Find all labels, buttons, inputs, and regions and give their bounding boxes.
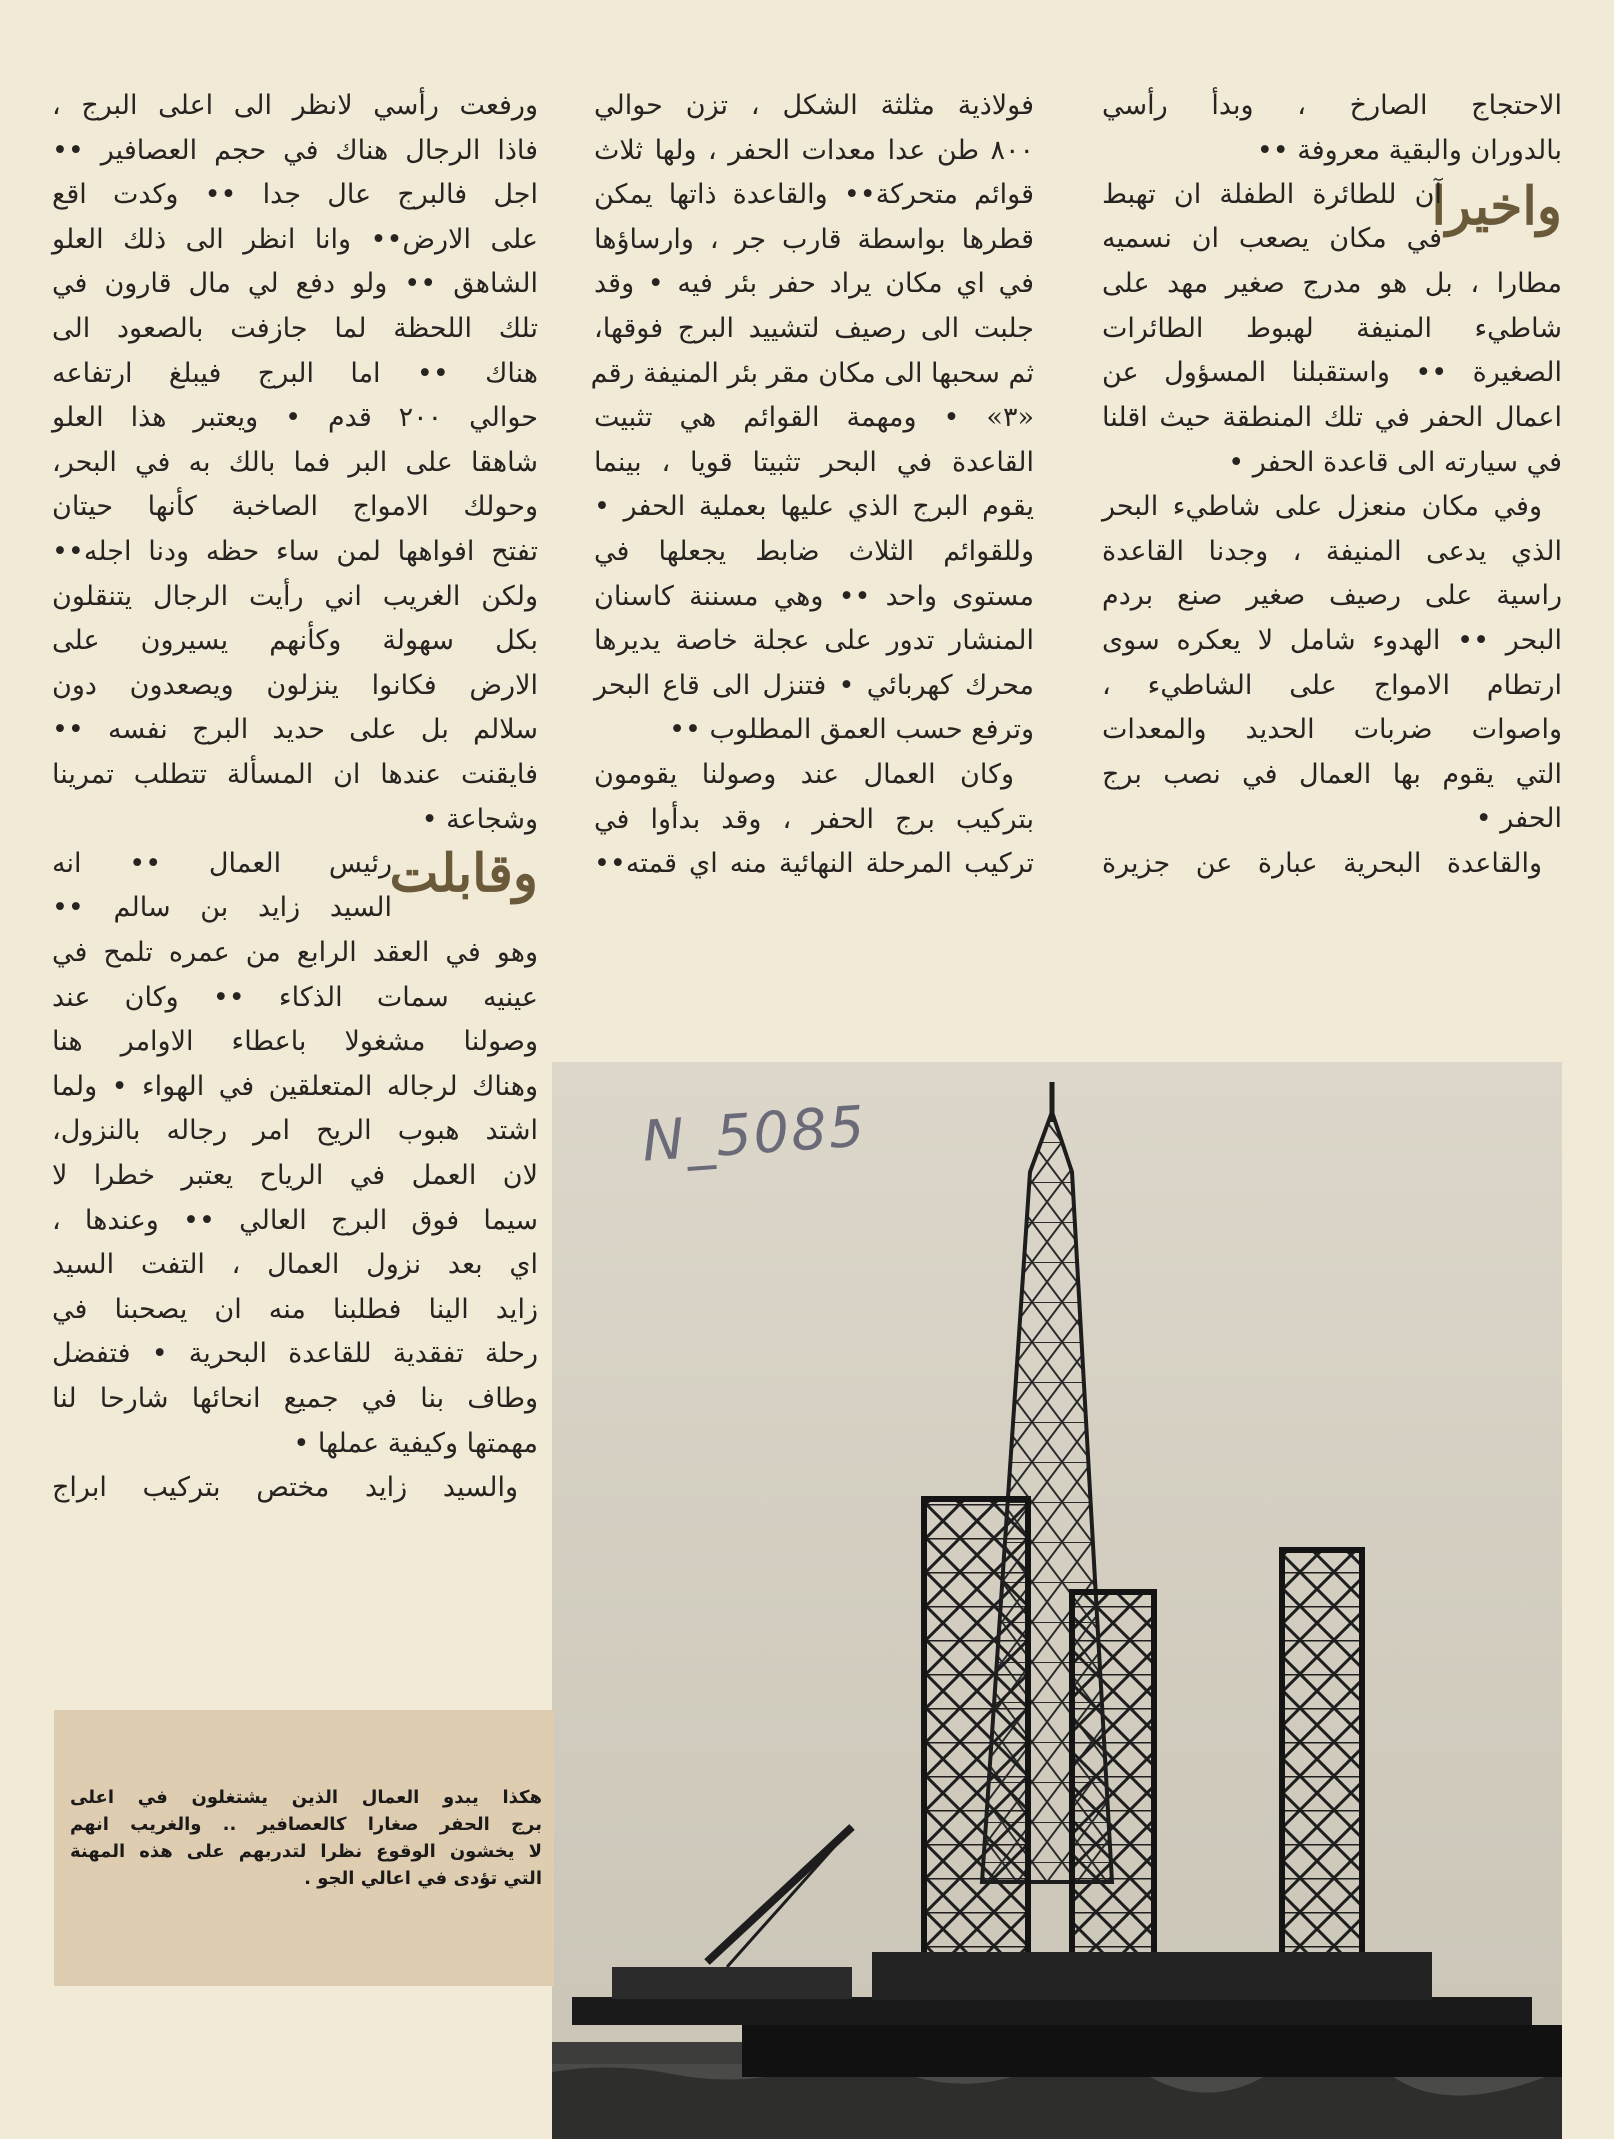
text-line: التي يقوم بها العمال في نصب برج (1102, 758, 1562, 790)
text-line: لان العمل في الرياح يعتبر خطرا لا (52, 1160, 538, 1192)
text-line: القاعدة في البحر تثبيتا قويا ، بينما (594, 446, 1034, 478)
text-line: ٨٠٠ طن عدا معدات الحفر ، ولها ثلاث (594, 134, 1034, 166)
text-line: بالدوران والبقية معروفة •• (1256, 134, 1562, 166)
text-line: المنشار تدور على عجلة خاصة يديرها (594, 625, 1034, 657)
text-line: الاحتجاج الصارخ ، وبدأ رأسي (1102, 90, 1562, 121)
text-line: رحلة تفقدية للقاعدة البحرية • فتفضل (52, 1338, 538, 1370)
text-line: وللقوائم الثلاث ضابط يجعلها في (594, 535, 1034, 567)
text-line: مطارا ، بل هو مدرج صغير مهد على (1102, 268, 1562, 300)
text-line: والسيد زايد مختص بتركيب ابراج (52, 1472, 518, 1504)
text-line: محرك كهربائي • فتنزل الى قاع البحر (594, 669, 1034, 701)
text-line: مهمتها وكيفية عملها • (293, 1427, 538, 1459)
text-line: يقوم البرج الذي عليها بعملية الحفر • (594, 491, 1034, 523)
caption-line: التي تؤدى في اعالي الجو . (304, 1868, 542, 1889)
text-line: الارض فكانوا ينزلون ويصعدون دون (52, 669, 538, 701)
text-line: وهو في العقد الرابع من عمره تلمح في (52, 937, 538, 969)
text-line: في سيارته الى قاعدة الحفر • (1228, 446, 1562, 478)
drop-cap-block (1102, 173, 1562, 262)
text-line: على الارض•• وانا انظر الى ذلك العلو (52, 223, 538, 255)
text-line: عينيه سمات الذكاء •• وكان عند (52, 981, 538, 1013)
text-line: سيما فوق البرج العالي •• وعندها ، (52, 1204, 538, 1236)
text-line: زايد الينا فطلبنا منه ان يصحبنا في (52, 1293, 538, 1325)
text-line: رئيس العمال •• انه (52, 848, 392, 880)
text-line: ورفعت رأسي لانظر الى اعلى البرج ، (52, 90, 538, 121)
text-line: «٣» • ومهمة القوائم هي تثبيت (594, 402, 1034, 434)
text-line: حوالي ٢٠٠ قدم • ويعتبر هذا العلو (52, 402, 538, 434)
text-line: الشاهق •• ولو دفع لي مال قارون في (52, 268, 538, 300)
text-line: بكل سهولة وكأنهم يسيرون على (52, 625, 538, 657)
text-line: راسية على رصيف صغير صنع بردم (1102, 580, 1562, 612)
text-line: الذي يدعى المنيفة ، وجدنا القاعدة (1102, 535, 1562, 567)
text-line: آن للطائرة الطفلة ان تهبط (1102, 179, 1442, 211)
text-line: اشتد هبوب الريح امر رجاله بالنزول، (52, 1115, 538, 1147)
text-line: في اي مكان يراد حفر بئر فيه • وقد (594, 268, 1034, 300)
text-line: ثم سحبها الى مكان مقر بئر المنيفة رقم (590, 357, 1034, 389)
text-line: فولاذية مثلثة الشكل ، تزن حوالي (594, 90, 1034, 121)
text-line: اعمال الحفر في تلك المنطقة حيث اقلنا (1102, 401, 1562, 433)
drop-cap-block (52, 842, 538, 931)
text-line: وترفع حسب العمق المطلوب •• (669, 714, 1034, 746)
text-line: تلك اللحظة لما جازفت بالصعود الى (52, 312, 538, 344)
article-column-middle (590, 84, 1034, 887)
text-line: فايقنت عندها ان المسألة تتطلب تمرينا (52, 758, 538, 790)
text-line: في مكان يصعب ان نسميه (1102, 223, 1442, 255)
text-line: والقاعدة البحرية عبارة عن جزيرة (1102, 847, 1542, 879)
text-line: تركيب المرحلة النهائية منه اي قمته•• (594, 848, 1034, 880)
text-line: ارتطام الامواج على الشاطيء ، (1102, 669, 1562, 701)
text-line: شاطيء المنيفة لهبوط الطائرات (1102, 312, 1562, 344)
text-line: الحفر • (1475, 803, 1562, 835)
text-line: الصغيرة •• واستقبلنا المسؤول عن (1102, 357, 1562, 389)
text-line: وهناك لرجاله المتعلقين في الهواء • ولما (52, 1070, 538, 1102)
text-line: وطاف بنا في جميع انحائها شارحا لنا (52, 1383, 538, 1415)
archive-reference-number: N_5085 (640, 1094, 869, 1175)
text-line: البحر •• الهدوء شامل لا يعكره سوى (1102, 624, 1562, 656)
text-line: شاهقا على البر فما بالك به في البحر، (52, 446, 538, 478)
text-line: السيد زايد بن سالم •• (52, 892, 392, 924)
text-line: قوائم متحركة•• والقاعدة ذاتها يمكن (594, 179, 1034, 211)
oil-rig-illustration (552, 1062, 1562, 2139)
text-line: فاذا الرجال هناك في حجم العصافير •• (52, 134, 538, 166)
text-line: قطرها بواسطة قارب جر ، وارساؤها (594, 223, 1034, 255)
text-line: وحولك الامواج الصاخبة كأنها حيتان (52, 491, 538, 523)
text-line: واصوات ضربات الحديد والمعدات (1102, 714, 1562, 746)
text-line: وصولنا مشغولا باعطاء الاوامر هنا (52, 1026, 538, 1058)
article-column-left (52, 84, 538, 1511)
text-line: ولكن الغريب اني رأيت الرجال يتنقلون (52, 580, 538, 612)
photo-caption (70, 1784, 542, 1892)
photo-caption-box (54, 1710, 554, 1986)
text-line: وكان العمال عند وصولنا يقومون (594, 758, 1014, 790)
text-line: وفي مكان منعزل على شاطيء البحر (1102, 491, 1542, 523)
text-line: وشجاعة • (421, 803, 538, 835)
drop-word: واخيرا (1431, 176, 1562, 238)
text-line: تفتح افواهها لمن ساء حظه ودنا اجله•• (52, 535, 538, 567)
text-line: اجل فالبرج عال جدا •• وكدت اقع (52, 179, 538, 211)
caption-line: لا يخشون الوقوع نظرا لتدربهم على هذه المهنة (70, 1841, 542, 1862)
text-line: بتركيب برج الحفر ، وقد بدأوا في (594, 803, 1034, 835)
drop-word: وقابلت (389, 843, 538, 905)
text-line: هناك •• اما البرج فيبلغ ارتفاعه (52, 357, 538, 389)
caption-line: هكذا يبدو العمال الذين يشتغلون في اعلى (70, 1787, 542, 1808)
text-line: سلالم بل على حديد البرج نفسه •• (52, 714, 538, 746)
text-line: مستوى واحد •• وهي مسننة كاسنان (594, 580, 1034, 612)
article-column-right (1102, 84, 1562, 887)
drilling-platform-photo (552, 1062, 1562, 2139)
caption-line: برج الحفر صغارا كالعصافير .. والغريب انهم (70, 1814, 542, 1835)
text-line: جلبت الى رصيف لتشييد البرج فوقها، (594, 312, 1034, 344)
text-line: اي بعد نزول العمال ، التفت السيد (52, 1249, 538, 1281)
